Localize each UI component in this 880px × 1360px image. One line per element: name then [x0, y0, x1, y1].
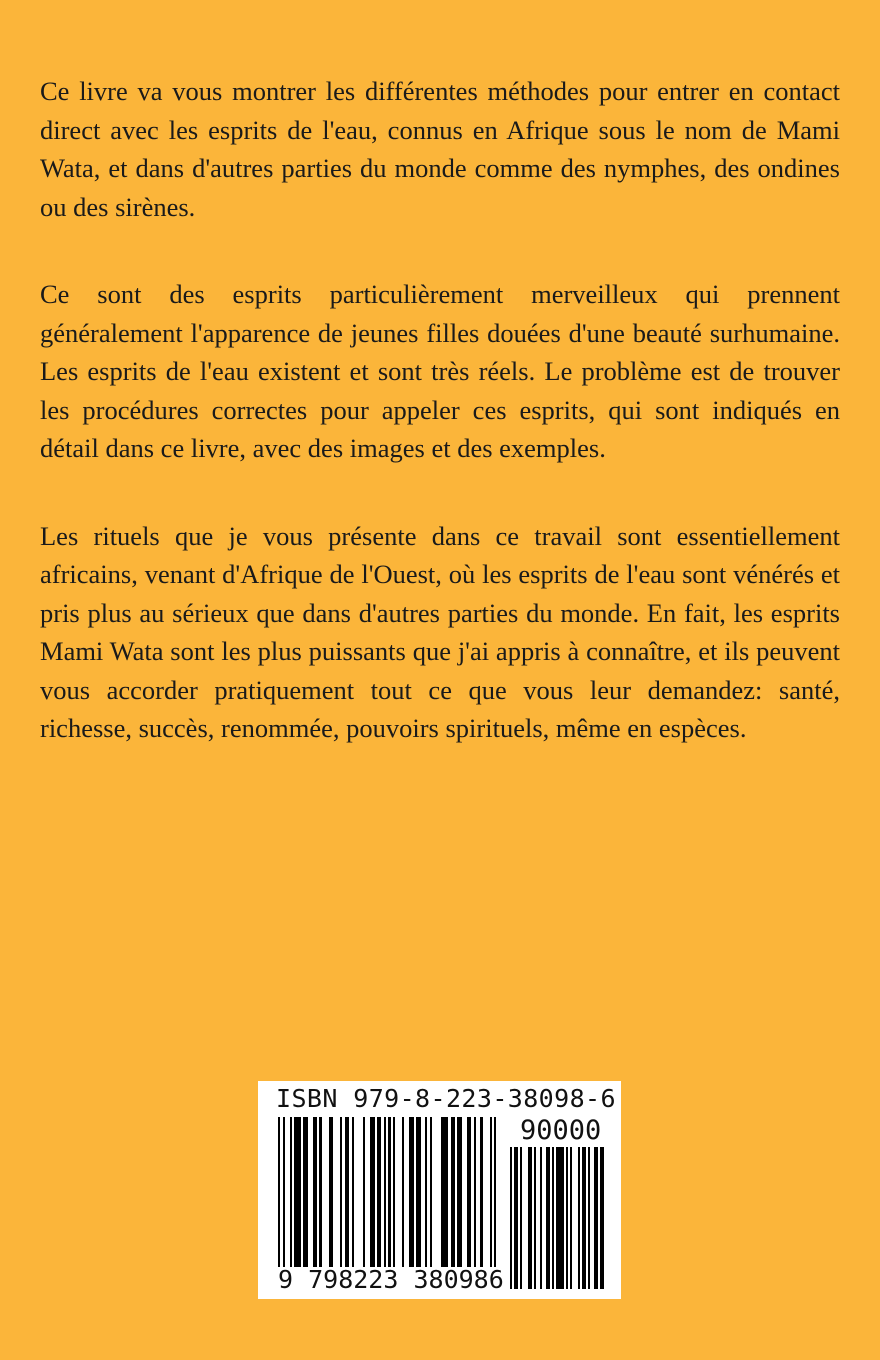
barcode-bar [528, 1147, 532, 1289]
barcode-bar [514, 1147, 518, 1289]
barcode-bar [290, 1117, 292, 1267]
barcode-bar [594, 1147, 598, 1289]
barcode-bar [570, 1147, 572, 1289]
barcode-bar [363, 1117, 365, 1267]
ean-digits: 9 798223 380986 [278, 1265, 504, 1294]
barcode-bar [588, 1147, 590, 1289]
blurb-paragraph-1: Ce livre va vous montrer les différentes méthodes pour entrer en contact direct avec les esprits de l'eau, connus en Afrique sous le nom de Mami Wata, et dans d'autres parties du monde comme des nymphes, des ondines ou des sirènes. [40, 76, 840, 222]
barcode-bar [345, 1117, 350, 1267]
barcode-bar [340, 1117, 342, 1267]
barcode-bar [278, 1117, 280, 1267]
barcode-bar [388, 1117, 390, 1267]
barcode-bar [540, 1147, 542, 1289]
barcode-bar [319, 1117, 321, 1267]
barcode-bar [409, 1117, 414, 1267]
addon-barcode-bars [510, 1147, 602, 1289]
barcode-bar [303, 1117, 308, 1267]
barcode-bar [425, 1117, 427, 1267]
barcode-bar [441, 1117, 448, 1267]
back-cover-blurb [40, 72, 840, 797]
barcode-bar [566, 1147, 568, 1289]
barcode-bar [313, 1117, 318, 1267]
barcode-bar [467, 1117, 472, 1267]
isbn-barcode [258, 1081, 621, 1299]
barcode-bar [451, 1117, 456, 1267]
barcode-bar [534, 1147, 536, 1289]
barcode-bar [510, 1147, 512, 1289]
barcode-bar [556, 1147, 564, 1289]
barcode-bar [546, 1147, 550, 1289]
barcode-bar [457, 1117, 462, 1267]
barcode-bar [352, 1117, 354, 1267]
barcode-bar [283, 1117, 285, 1267]
isbn-label: ISBN 979-8-223-38098-6 [276, 1084, 616, 1113]
barcode-bar [480, 1117, 482, 1267]
barcode-bar [474, 1117, 476, 1267]
ean-barcode-bars [278, 1117, 500, 1267]
barcode-bar [402, 1117, 404, 1267]
barcode-bar [490, 1117, 492, 1267]
barcode-bar [552, 1147, 554, 1289]
barcode-bar [494, 1117, 496, 1267]
blurb-paragraph-2: Ce sont des esprits particulièrement merveilleux qui prennent généralement l'apparence de jeunes filles douées d'une beauté surhumaine. Les esprits de l'eau existent et sont très réels. Le problème est de trouver les procédures correctes pour appeler ces esprits, qui sont indiqués en détail dans ce livre, avec des images et des exemples. [40, 279, 840, 463]
barcode-bar [384, 1117, 386, 1267]
barcode-bar [520, 1147, 522, 1289]
barcode-bar [294, 1117, 301, 1267]
barcode-bar [582, 1147, 586, 1289]
barcode-bar [416, 1117, 421, 1267]
barcode-bar [600, 1147, 604, 1289]
barcode-bar [393, 1117, 395, 1267]
blurb-paragraph-3: Les rituels que je vous présente dans ce travail sont essentiellement africains, venant d'Afrique de l'Ouest, où les esprits de l'eau sont vénérés et pris plus au sérieux que dans d'autres parties du monde. En fait, les esprits Mami Wata sont les plus puissants que j'ai appris à connaître, et ils peuvent vous accorder pratiquement tout ce que vous leur demandez: santé, richesse, succès, renommée, pouvoirs spirituels, même en espèces. [40, 520, 840, 743]
barcode-bar [377, 1117, 382, 1267]
price-code: 90000 [520, 1115, 602, 1146]
barcode-bar [370, 1117, 375, 1267]
barcode-bar [578, 1147, 580, 1289]
barcode-bar [430, 1117, 432, 1267]
barcode-bar [329, 1117, 334, 1267]
